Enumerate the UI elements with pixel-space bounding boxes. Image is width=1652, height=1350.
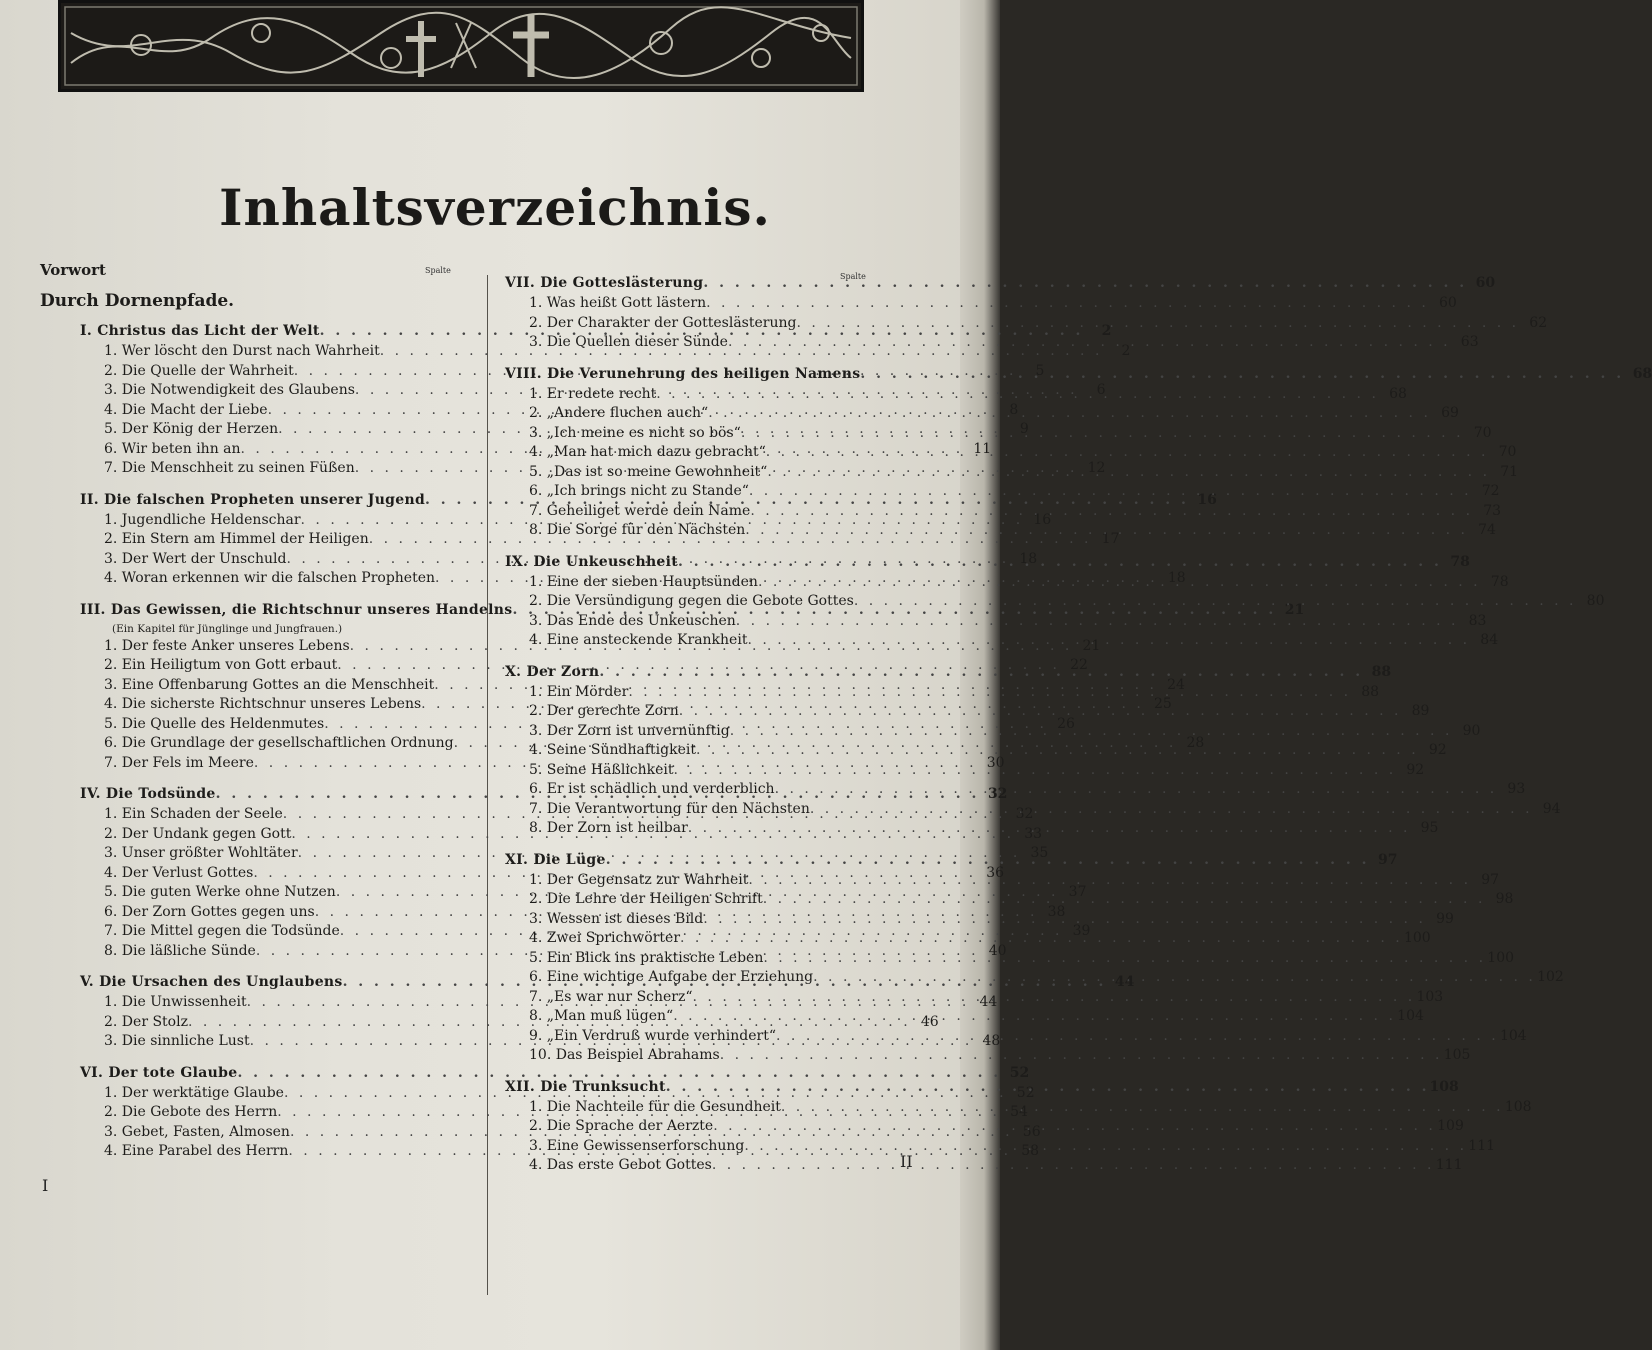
toc-subentry-label: 1. Was heißt Gott lästern bbox=[529, 295, 707, 311]
toc-section-entry-page: 88 bbox=[1371, 663, 1392, 680]
toc-subentry-label: 2. Der Undank gegen Gott bbox=[104, 825, 292, 842]
toc-subentry-label: 6. Eine wichtige Aufgabe der Erziehung bbox=[529, 969, 814, 985]
toc-subentry-page: 89 bbox=[1411, 703, 1430, 719]
dot-leader bbox=[606, 849, 1370, 871]
toc-subentry-label: 1. Ein Schaden der Seele bbox=[104, 806, 283, 822]
toc-subentry-label: 3. Gebet, Fasten, Almosen bbox=[104, 1123, 290, 1140]
toc-subentry-label: 4. Woran erkennen wir die falschen Propheten bbox=[104, 570, 436, 586]
dot-leader bbox=[696, 741, 1419, 761]
dot-leader bbox=[810, 800, 1533, 820]
dot-leader bbox=[674, 761, 1397, 781]
toc-subentry-page: 63 bbox=[1460, 334, 1479, 350]
toc-section-entry-label: VIII. Die Verunehrung des heiligen Namens bbox=[505, 365, 861, 382]
toc-subentry-page: 54 bbox=[1010, 1104, 1028, 1120]
toc-subentry-page: 104 bbox=[1397, 1008, 1424, 1024]
dot-leader bbox=[775, 780, 1498, 800]
toc-subentry-page: 100 bbox=[1487, 949, 1515, 966]
toc-subentry-page: 44 bbox=[979, 994, 998, 1010]
toc-section-entry bbox=[495, 363, 1652, 385]
toc-vorwort: Vorwort bbox=[40, 261, 106, 279]
toc-subentry-page: 52 bbox=[1016, 1084, 1035, 1101]
toc-subentry-page: 32 bbox=[1015, 806, 1034, 822]
toc-subentry-page: 22 bbox=[1070, 657, 1088, 673]
toc-section-entry-label: X. Der Zorn bbox=[505, 663, 600, 680]
dot-leader bbox=[748, 871, 1471, 891]
toc-subentry-page: 111 bbox=[1435, 1157, 1463, 1173]
toc-subentry-label: 6. Er ist schädlich und verderblich bbox=[529, 781, 775, 797]
toc-subentry-page: 36 bbox=[986, 864, 1005, 881]
toc-subentry-page: 8 bbox=[1009, 401, 1019, 418]
toc-subentry-page: 24 bbox=[1167, 676, 1185, 693]
toc-subentry-page: 21 bbox=[1082, 637, 1101, 654]
toc-subentry-label: 4. Das erste Gebot Gottes bbox=[529, 1157, 712, 1173]
toc-section-entry-page: 68 bbox=[1632, 365, 1652, 382]
toc-subentry-page: 17 bbox=[1101, 531, 1120, 547]
toc-section-entry-label: XI. Die Lüge bbox=[505, 851, 606, 868]
toc-subentry-label: 6. Wir beten ihn an bbox=[104, 440, 241, 457]
toc-subentry-page: 33 bbox=[1024, 825, 1043, 842]
dot-leader bbox=[767, 463, 1490, 483]
toc-subentry-page: 92 bbox=[1428, 742, 1447, 758]
toc-subentry-page: 39 bbox=[1072, 923, 1091, 939]
toc-subentry-page: 72 bbox=[1481, 483, 1500, 499]
dot-leader bbox=[854, 592, 1577, 612]
toc-subentry-label: 5. Ein Blick ins praktische Leben bbox=[529, 949, 764, 966]
toc-section-entry-page: 16 bbox=[1197, 491, 1217, 508]
toc-subentry-label: 8. „Man muß lügen“ bbox=[529, 1008, 674, 1024]
toc-subentry bbox=[495, 424, 1492, 444]
toc-subentry-page: 38 bbox=[1047, 903, 1066, 920]
dot-leader bbox=[763, 890, 1486, 910]
toc-subentry-page: 99 bbox=[1436, 910, 1454, 927]
toc-section-entry-page: 60 bbox=[1475, 275, 1496, 291]
toc-part-title: Durch Dornenpfade. bbox=[40, 291, 235, 311]
toc-subentry-label: 1. Eine der sieben Hauptsünden bbox=[529, 573, 758, 590]
toc-subentry-page: 2 bbox=[1121, 343, 1131, 359]
toc-subentry-page: 46 bbox=[920, 1013, 939, 1030]
toc-subentry-page: 83 bbox=[1468, 612, 1487, 629]
toc-section-entry-page: 52 bbox=[1009, 1064, 1030, 1081]
toc-subentry-page: 25 bbox=[1154, 696, 1172, 712]
toc-section-entry-page: 97 bbox=[1378, 851, 1398, 868]
toc-section-entry bbox=[40, 1062, 1030, 1084]
dot-leader bbox=[680, 929, 1403, 949]
toc-subentry-page: 73 bbox=[1483, 502, 1502, 519]
toc-subentry-label: 2. Der gerechte Zorn bbox=[529, 703, 679, 719]
toc-subentry-page: 88 bbox=[1361, 683, 1380, 700]
dot-leader bbox=[796, 314, 1519, 334]
toc-subentry-label: 3. Der Wert der Unschuld bbox=[104, 550, 287, 567]
dot-leader bbox=[656, 385, 1379, 405]
toc-section-entry bbox=[495, 272, 1496, 294]
dot-leader bbox=[693, 988, 1416, 1008]
dot-leader bbox=[736, 612, 1459, 632]
toc-subentry-label: 3. Eine Gewissenserforschung bbox=[529, 1137, 745, 1154]
toc-subentry-page: 5 bbox=[1035, 362, 1045, 379]
dot-leader bbox=[860, 363, 1624, 385]
dot-leader bbox=[758, 573, 1481, 593]
toc-section-note: (Ein Kapitel für Jünglinge und Jungfrauen.) bbox=[112, 622, 343, 635]
toc-section-entry-label: V. Die Ursachen des Unglaubens bbox=[80, 974, 343, 990]
toc-subentry-page: 18 bbox=[1167, 570, 1186, 586]
toc-subentry-page: 93 bbox=[1507, 781, 1526, 797]
toc-subentry-label: 4. „Man hat mich dazu gebracht“ bbox=[529, 444, 766, 460]
toc-subentry-page: 102 bbox=[1537, 969, 1564, 985]
toc-subentry-label: 10. Das Beispiel Abrahams bbox=[529, 1047, 720, 1063]
toc-subentry bbox=[495, 1046, 1471, 1066]
toc-subentry-page: 70 bbox=[1473, 424, 1492, 441]
dot-leader bbox=[706, 294, 1429, 314]
toc-subentry-label: 2. Die Gebote des Herrn bbox=[104, 1104, 278, 1120]
toc-subentry-page: 69 bbox=[1441, 405, 1459, 421]
floral-cross-ornament-icon bbox=[61, 3, 861, 89]
toc-subentry-label: 8. Die läßliche Sünde bbox=[104, 942, 256, 959]
toc-subentry-label: 2. Ein Heiligtum von Gott erbaut bbox=[104, 657, 338, 673]
toc-subentry-page: 6 bbox=[1096, 382, 1106, 398]
toc-subentry-page: 16 bbox=[1033, 511, 1052, 528]
toc-subentry-page: 30 bbox=[986, 754, 1005, 771]
toc-subentry-page: 68 bbox=[1389, 385, 1407, 402]
toc-subentry-page: 9 bbox=[1019, 421, 1029, 437]
toc-subentry-label: 5. Seine Häßlichkeit bbox=[529, 761, 674, 778]
toc-subentry-label: 7. Die Mittel gegen die Todsünde bbox=[104, 923, 340, 939]
toc-subentry-page: 18 bbox=[1019, 550, 1038, 567]
toc-subentry-page: 104 bbox=[1499, 1027, 1527, 1044]
toc-subentry-page: 11 bbox=[973, 440, 992, 457]
toc-subentry-label: 7. Die Menschheit zu seinen Füßen bbox=[104, 460, 355, 476]
toc-section-entry-page: 2 bbox=[1101, 323, 1112, 339]
toc-subentry-page: 98 bbox=[1495, 891, 1514, 907]
toc-subentry-label: 4. Zwei Sprichwörter bbox=[529, 930, 681, 946]
toc-section-entry-page: 32 bbox=[987, 786, 1008, 802]
toc-subentry-label: 3. Wessen ist dieses Bild bbox=[529, 910, 704, 927]
toc-subentry-label: 7. Geheiliget werde dein Name bbox=[529, 502, 751, 519]
dot-leader bbox=[708, 404, 1431, 424]
toc-subentry-page: 56 bbox=[1022, 1123, 1041, 1140]
dot-leader bbox=[730, 722, 1453, 742]
toc-subentry-label: 1. Der werktätige Glaube bbox=[104, 1084, 284, 1101]
toc-subentry-label: 4. Eine Parabel des Herrn bbox=[104, 1143, 289, 1159]
toc-subentry-page: 62 bbox=[1529, 314, 1548, 331]
toc-subentry-label: 1. Der feste Anker unseres Lebens bbox=[104, 637, 350, 654]
toc-section-entry-label: XII. Die Trunksucht bbox=[505, 1078, 666, 1095]
toc-section-entry-label: VII. Die Gotteslästerung bbox=[505, 275, 704, 291]
dot-leader bbox=[728, 333, 1451, 353]
toc-subentry-label: 2. Die Quelle der Wahrheit bbox=[104, 362, 294, 379]
toc-subentry-label: 2. Der Charakter der Gotteslästerung bbox=[529, 314, 797, 331]
toc-subentry-page: 97 bbox=[1481, 871, 1500, 888]
toc-subentry-label: 3. Die Notwendigkeit des Glaubens bbox=[104, 382, 355, 398]
toc-section-entry-label: IV. Die Todsünde bbox=[80, 786, 216, 802]
toc-subentry-label: 6. Die Grundlage der gesellschaftlichen Ordnung bbox=[104, 735, 454, 751]
toc-subentry-label: 9. „Ein Verdruß wurde verhindert“ bbox=[529, 1027, 777, 1044]
toc-subentry-page: 92 bbox=[1406, 761, 1425, 778]
spalte-label-left: Spalte bbox=[425, 266, 451, 275]
toc-subentry-page: 58 bbox=[1021, 1143, 1040, 1159]
toc-section-entry-page: 108 bbox=[1429, 1078, 1459, 1095]
dot-leader bbox=[703, 272, 1467, 294]
toc-subentry-page: 74 bbox=[1478, 522, 1496, 538]
toc-subentry bbox=[495, 404, 1459, 424]
toc-subentry-page: 60 bbox=[1438, 295, 1457, 311]
dot-leader bbox=[747, 631, 1470, 651]
dot-leader bbox=[599, 661, 1363, 683]
folio-right: II bbox=[900, 1152, 913, 1171]
toc-subentry-label: 2. Die Versündigung gegen die Gebote Gottes bbox=[529, 593, 854, 609]
toc-subentry-label: 8. Die Sorge für den Nächsten bbox=[529, 522, 746, 538]
toc-subentry-page: 35 bbox=[1030, 845, 1049, 861]
toc-section-entry-label: VI. Der tote Glaube bbox=[80, 1064, 238, 1081]
toc-subentry-label: 2. Die Lehre der Heiligen Schrift bbox=[529, 891, 763, 907]
toc-subentry-page: 40 bbox=[988, 942, 1007, 959]
toc-subentry-label: 1. Der Gegensatz zur Wahrheit bbox=[529, 871, 749, 888]
toc-subentry-label: 3. Der Zorn ist unvernünftig bbox=[529, 722, 730, 739]
toc-subentry-label: 5. „Das ist so meine Gewohnheit“ bbox=[529, 463, 768, 480]
toc-subentry-label: 4. Der Verlust Gottes bbox=[104, 864, 254, 881]
toc-subentry-page: 95 bbox=[1420, 820, 1439, 836]
toc-subentry-label: 7. Der Fels im Meere bbox=[104, 754, 254, 771]
toc-subentry-page: 48 bbox=[982, 1033, 1001, 1049]
toc-subentry-label: 1. Wer löscht den Durst nach Wahrheit bbox=[104, 343, 380, 359]
toc-subentry-page: 28 bbox=[1186, 735, 1205, 751]
toc-section-entry-label: IX. Die Unkeuschheit bbox=[505, 553, 679, 570]
toc-subentry-label: 7. „Es war nur Scherz“ bbox=[529, 988, 693, 1005]
dot-leader bbox=[776, 1027, 1499, 1047]
dot-leader bbox=[766, 443, 1489, 463]
toc-section-entry-page: 44 bbox=[1114, 974, 1135, 990]
toc-subentry-label: 2. „Andere fluchen auch“ bbox=[529, 405, 709, 421]
dot-leader bbox=[749, 482, 1472, 502]
toc-subentry-label: 5. Der König der Herzen bbox=[104, 421, 279, 437]
dot-leader bbox=[703, 910, 1426, 930]
toc-section-entry-page: 21 bbox=[1284, 601, 1305, 618]
dot-leader bbox=[679, 702, 1402, 722]
toc-subentry-page: 84 bbox=[1480, 632, 1499, 648]
toc-subentry-label: 5. Die Quelle des Heldenmutes bbox=[104, 715, 325, 732]
toc-subentry-label: 1. Jugendliche Heldenschar bbox=[104, 511, 301, 528]
dot-leader bbox=[741, 424, 1464, 444]
spalte-label-right: Spalte bbox=[840, 272, 866, 281]
toc-section-entry-label: II. Die falschen Propheten unserer Jugend bbox=[80, 491, 426, 508]
toc-subentry-page: 71 bbox=[1500, 463, 1519, 480]
toc-subentry-label: 3. Die sinnliche Lust bbox=[104, 1033, 250, 1049]
toc-subentry-label: 4. Die sicherste Richtschnur unseres Lebens bbox=[104, 696, 422, 712]
page-title: Inhaltsverzeichnis. bbox=[219, 178, 771, 237]
dot-leader bbox=[744, 1137, 1467, 1157]
dot-leader bbox=[750, 502, 1473, 522]
toc-subentry bbox=[495, 333, 1479, 353]
dot-leader bbox=[673, 1007, 1396, 1027]
toc-subentry-label: 6. Der Zorn Gottes gegen uns bbox=[104, 903, 315, 920]
dot-leader bbox=[666, 1076, 1430, 1098]
toc-subentry-label: 1. Er redete recht bbox=[529, 385, 657, 402]
toc-subentry-page: 108 bbox=[1504, 1098, 1532, 1115]
toc-subentry-page: 100 bbox=[1403, 930, 1431, 946]
toc-subentry-label: 3. Die Quellen dieser Sünde bbox=[529, 334, 728, 350]
toc-subentry bbox=[495, 612, 1487, 632]
toc-subentry-page: 103 bbox=[1416, 988, 1444, 1005]
toc-subentry-label: 6. „Ich brings nicht zu Stande“ bbox=[529, 483, 749, 499]
dot-leader bbox=[713, 1117, 1436, 1137]
toc-subentry bbox=[495, 314, 1548, 334]
toc-subentry-label: 4. Die Macht der Liebe bbox=[104, 401, 268, 418]
toc-subentry-label: 3. Unser größter Wohltäter bbox=[104, 845, 298, 861]
ornamental-banner bbox=[58, 0, 864, 92]
toc-subentry-page: 90 bbox=[1462, 722, 1481, 739]
toc-subentry-label: 1. Die Nachteile für die Gesundheit bbox=[529, 1098, 781, 1115]
toc-subentry-page: 105 bbox=[1443, 1047, 1471, 1063]
toc-subentry-page: 80 bbox=[1586, 593, 1605, 609]
folio-left: I bbox=[42, 1176, 49, 1195]
toc-subentry-label: 2. Die Sprache der Aerzte bbox=[529, 1118, 714, 1134]
toc-subentry-page: 12 bbox=[1087, 460, 1106, 476]
toc-subentry-page: 37 bbox=[1068, 884, 1087, 900]
toc-subentry-label: 2. Der Stolz bbox=[104, 1013, 188, 1030]
toc-subentry-label: 3. „Ich meine es nicht so bös“ bbox=[529, 424, 741, 441]
toc-subentry-label: 8. Der Zorn ist heilbar bbox=[529, 820, 688, 836]
dot-leader bbox=[678, 551, 1442, 573]
toc-subentry-label: 2. Ein Stern am Himmel der Heiligen bbox=[104, 531, 369, 547]
toc-subentry-label: 4. Eine ansteckende Krankheit bbox=[529, 632, 748, 648]
toc-subentry-page: 78 bbox=[1490, 573, 1509, 590]
toc-subentry-label: 7. Die Verantwortung für den Nächsten bbox=[529, 800, 810, 817]
toc-subentry-label: 1. Ein Mörder bbox=[529, 683, 629, 700]
dot-leader bbox=[745, 521, 1468, 541]
toc-subentry bbox=[495, 385, 1407, 405]
dot-leader bbox=[813, 968, 1536, 988]
dot-leader bbox=[763, 949, 1486, 969]
toc-section-entry-page: 78 bbox=[1450, 553, 1470, 570]
toc-subentry-page: 70 bbox=[1498, 444, 1517, 460]
toc-section-entry-label: III. Das Gewissen, die Richtschnur unseres Handelns bbox=[80, 601, 513, 618]
dot-leader bbox=[628, 683, 1351, 703]
toc-subentry-page: 111 bbox=[1468, 1137, 1496, 1154]
toc-subentry-label: 5. Die guten Werke ohne Nutzen bbox=[104, 884, 336, 900]
toc-section-entry-label: I. Christus das Licht der Welt bbox=[80, 323, 320, 339]
dot-leader bbox=[688, 819, 1411, 839]
toc-subentry-page: 26 bbox=[1057, 715, 1075, 732]
dot-leader bbox=[720, 1046, 1443, 1066]
dot-leader bbox=[781, 1098, 1504, 1118]
toc-subentry bbox=[495, 294, 1457, 314]
toc-subentry-page: 94 bbox=[1542, 800, 1561, 817]
toc-subentry-page: 109 bbox=[1437, 1118, 1464, 1134]
toc-subentry-label: 4. Seine Sündhaftigkeit bbox=[529, 742, 696, 758]
toc-subentry-label: 3. Das Ende des Unkeuschen bbox=[529, 612, 736, 629]
toc-subentry-label: 1. Die Unwissenheit bbox=[104, 994, 247, 1010]
dot-leader bbox=[712, 1156, 1435, 1176]
toc-subentry-label: 3. Eine Offenbarung Gottes an die Menschheit bbox=[104, 676, 435, 693]
